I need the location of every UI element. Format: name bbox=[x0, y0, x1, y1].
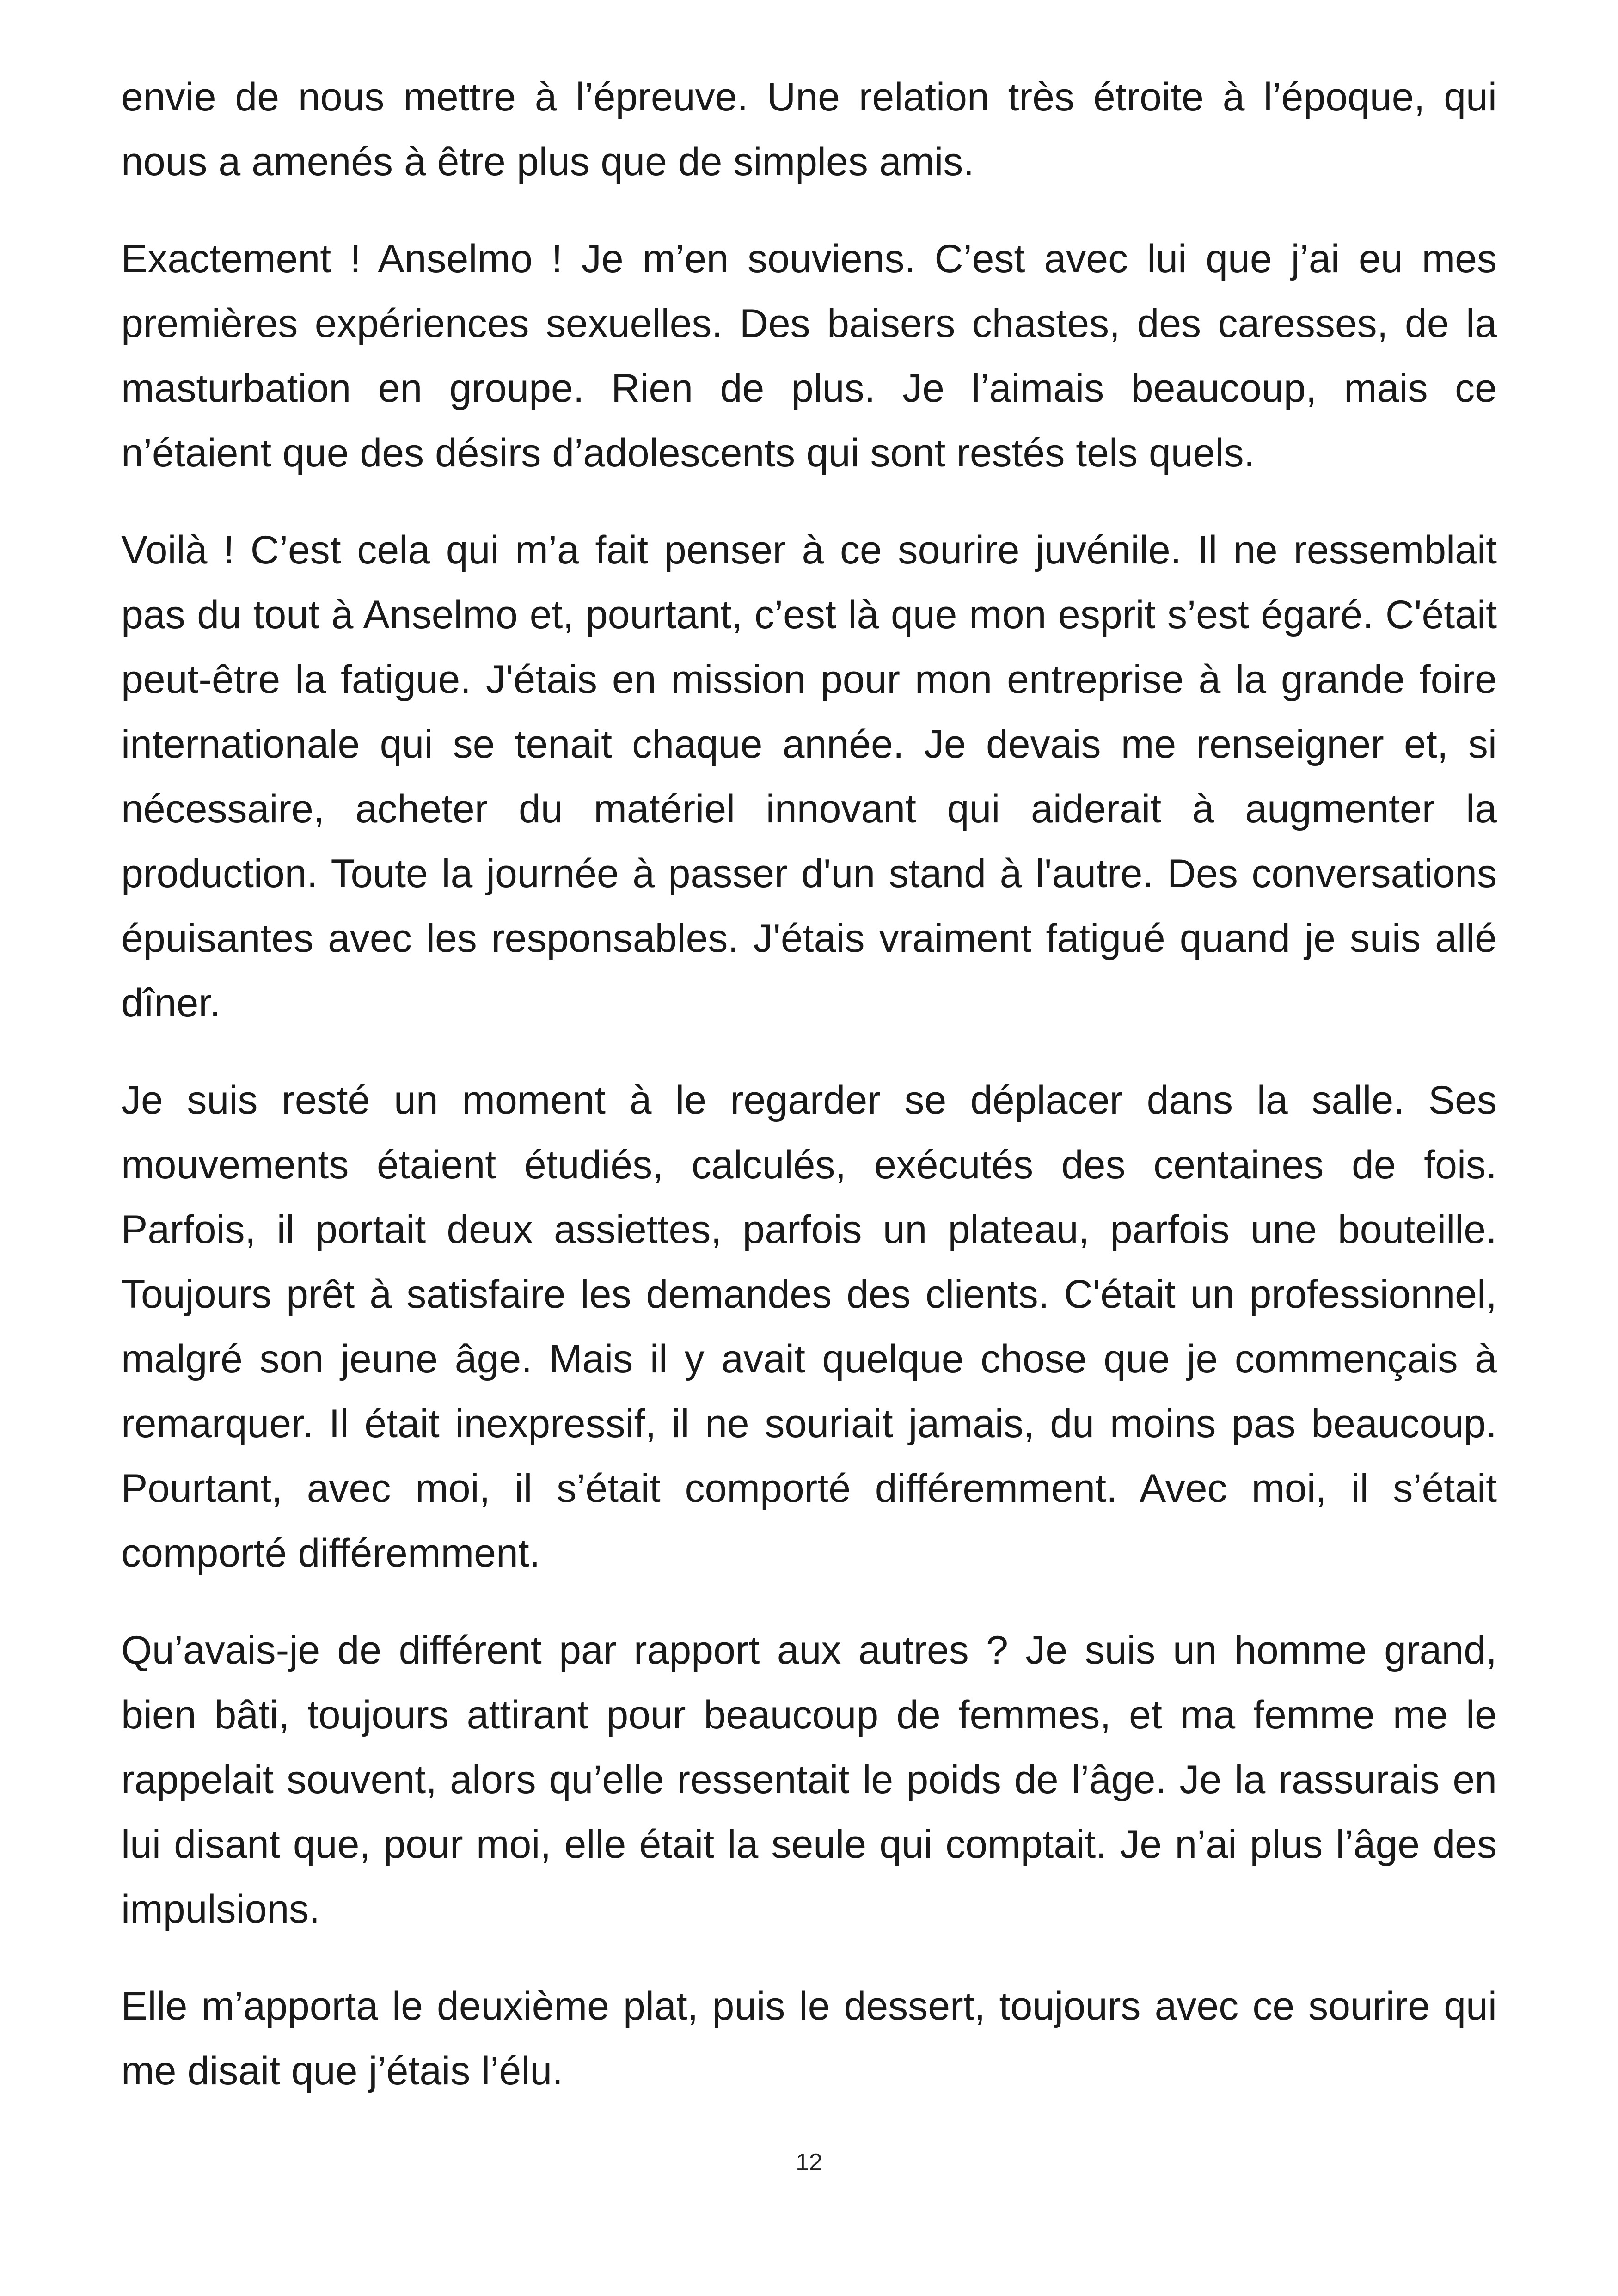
paragraph: Exactement ! Anselmo ! Je m’en souviens. C’est avec lui que j’ai eu mes premières expériences sexuelles. Des baisers chastes, des caresses, de la masturbation en groupe. Rien de plus. Je l’aimais beaucoup, mais ce n’étaient que des désirs d’adolescents qui sont restés tels quels. bbox=[121, 237, 1497, 475]
paragraph: envie de nous mettre à l’épreuve. Une relation très étroite à l’époque, qui nous a amenés à être plus que de simples amis. bbox=[121, 75, 1497, 184]
paragraph: Je suis resté un moment à le regarder se déplacer dans la salle. Ses mouvements étaient étudiés, calculés, exécutés des centaines de fois. Parfois, il portait deux assiettes, parfois un plateau, parfois une bouteille. Toujours prêt à satisfaire les demandes des clients. C'était un professionnel, malgré son jeune âge. Mais il y avait quelque chose que je commençais à remarquer. Il était inexpressif, il ne souriait jamais, du moins pas beaucoup. Pourtant, avec moi, il s’était comporté différemment. Avec moi, il s’était comporté différemment. bbox=[121, 1078, 1497, 1575]
paragraph: Qu’avais-je de différent par rapport aux autres ? Je suis un homme grand, bien bâti, toujours attirant pour beaucoup de femmes, et ma femme me le rappelait souvent, alors qu’elle ressentait le poids de l’âge. Je la rassurais en lui disant que, pour moi, elle était la seule qui comptait. Je n’ai plus l’âge des impulsions. bbox=[121, 1628, 1497, 1931]
paragraph: Voilà ! C’est cela qui m’a fait penser à ce sourire juvénile. Il ne ressemblait pas du tout à Anselmo et, pourtant, c’est là que mon esprit s’est égaré. C'était peut-être la fatigue. J'étais en mission pour mon entreprise à la grande foire internationale qui se tenait chaque année. Je devais me renseigner et, si nécessaire, acheter du matériel innovant qui aiderait à augmenter la production. Toute la journée à passer d'un stand à l'autre. Des conversations épuisantes avec les responsables. J'étais vraiment fatigué quand je suis allé dîner. bbox=[121, 528, 1497, 1025]
body-text bbox=[121, 65, 1497, 2103]
paragraph: Elle m’apporta le deuxième plat, puis le dessert, toujours avec ce sourire qui me disait que j’étais l’élu. bbox=[121, 1984, 1497, 2093]
page-number: 12 bbox=[796, 2149, 822, 2176]
